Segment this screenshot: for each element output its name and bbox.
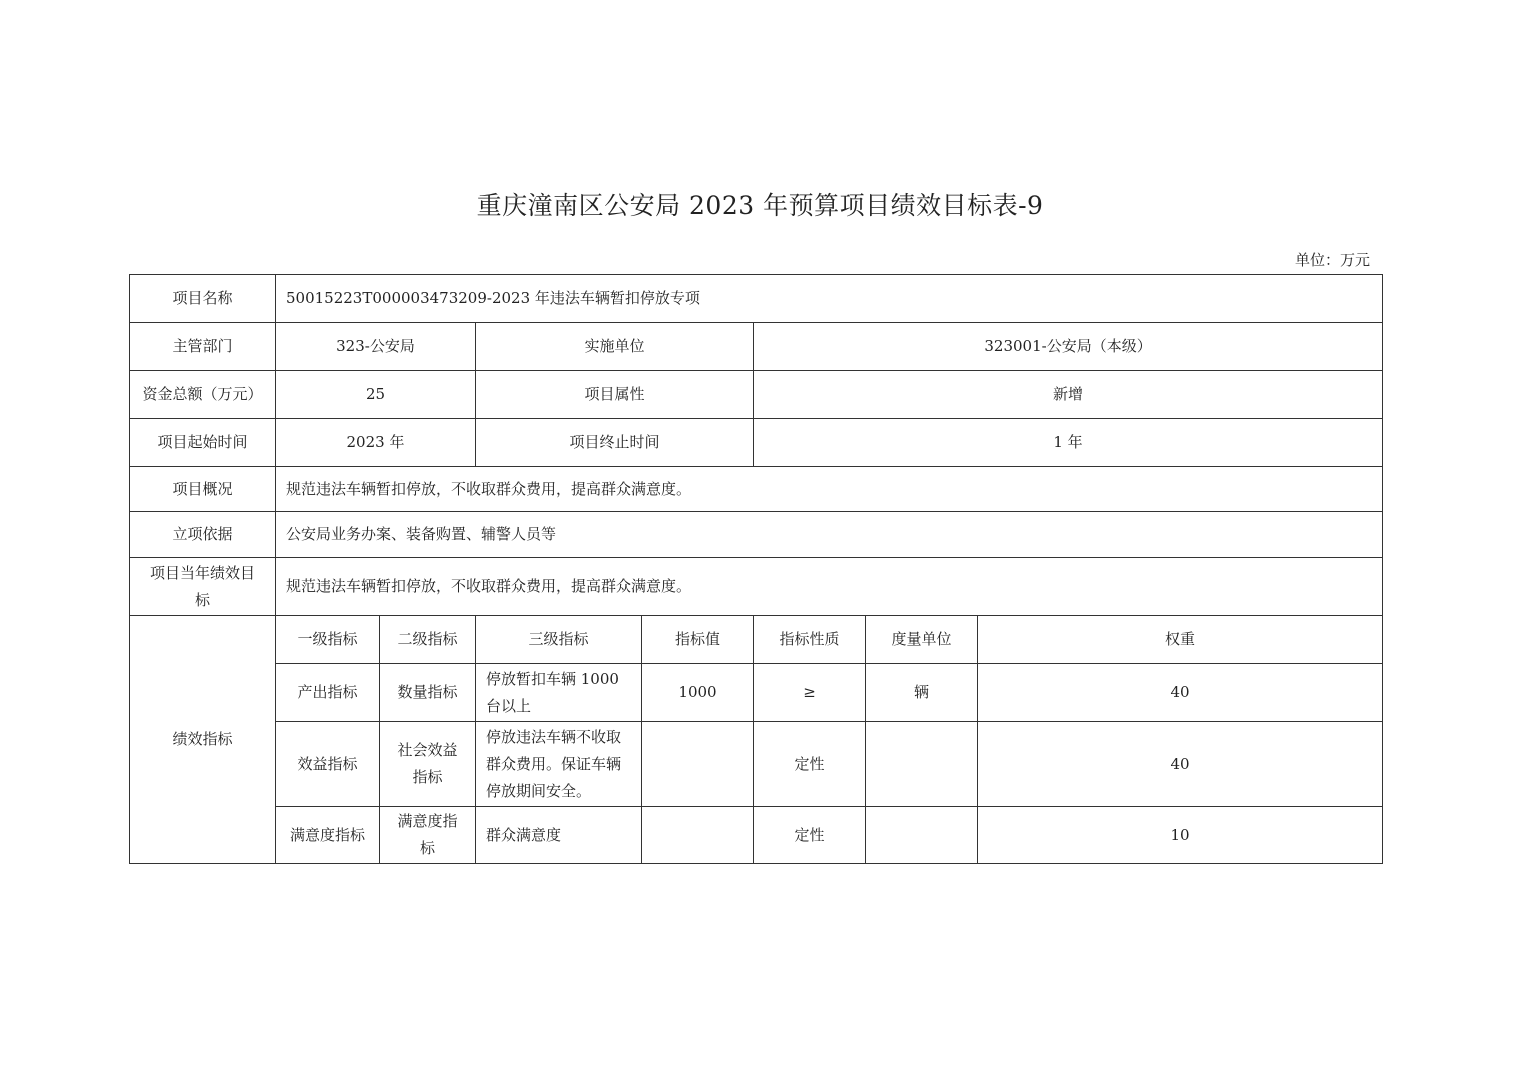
goal-value: 规范违法车辆暂扣停放，不收取群众费用，提高群众满意度。 — [276, 558, 1383, 616]
indicator-row — [130, 664, 1383, 722]
dept-value: 323-公安局 — [276, 323, 476, 371]
impl-unit-label: 实施单位 — [476, 323, 754, 371]
table-row — [130, 371, 1383, 419]
header-weight: 权重 — [978, 616, 1383, 664]
header-unit: 度量单位 — [866, 616, 978, 664]
row2-nature: 定性 — [754, 722, 866, 807]
basis-label: 立项依据 — [130, 512, 276, 558]
indicator-row — [130, 722, 1383, 807]
unit-label: 单位：万元 — [1294, 251, 1370, 269]
row1-level1: 产出指标 — [276, 664, 380, 722]
row1-level3: 停放暂扣车辆 1000 台以上 — [476, 664, 642, 722]
basis-value: 公安局业务办案、装备购置、辅警人员等 — [276, 512, 1383, 558]
row2-weight: 40 — [978, 722, 1383, 807]
performance-target-table — [129, 274, 1383, 864]
fund-value: 25 — [276, 371, 476, 419]
row3-level2: 满意度指标 — [380, 807, 476, 864]
header-level3: 三级指标 — [476, 616, 642, 664]
indicator-row — [130, 807, 1383, 864]
attr-value: 新增 — [754, 371, 1383, 419]
indicator-header-row — [130, 616, 1383, 664]
overview-value: 规范违法车辆暂扣停放，不收取群众费用，提高群众满意度。 — [276, 467, 1383, 512]
project-name-label: 项目名称 — [130, 275, 276, 323]
table-row — [130, 275, 1383, 323]
table-row — [130, 558, 1383, 616]
row1-weight: 40 — [978, 664, 1383, 722]
header-level1: 一级指标 — [276, 616, 380, 664]
impl-unit-value: 323001-公安局（本级） — [754, 323, 1383, 371]
row1-value: 1000 — [642, 664, 754, 722]
row2-level3: 停放违法车辆不收取群众费用。保证车辆停放期间安全。 — [476, 722, 642, 807]
indicator-section-label: 绩效指标 — [130, 616, 276, 864]
header-nature: 指标性质 — [754, 616, 866, 664]
header-level2: 二级指标 — [380, 616, 476, 664]
row3-unit — [866, 807, 978, 864]
row3-level3: 群众满意度 — [476, 807, 642, 864]
project-name-value: 50015223T000003473209-2023 年违法车辆暂扣停放专项 — [276, 275, 1383, 323]
attr-label: 项目属性 — [476, 371, 754, 419]
table-row — [130, 323, 1383, 371]
overview-label: 项目概况 — [130, 467, 276, 512]
table-row — [130, 467, 1383, 512]
row3-nature: 定性 — [754, 807, 866, 864]
table-row — [130, 419, 1383, 467]
table-row — [130, 512, 1383, 558]
end-value: 1 年 — [754, 419, 1383, 467]
header-value: 指标值 — [642, 616, 754, 664]
row1-nature: ≥ — [754, 664, 866, 722]
start-value: 2023 年 — [276, 419, 476, 467]
row2-value — [642, 722, 754, 807]
row2-level2: 社会效益指标 — [380, 722, 476, 807]
row3-weight: 10 — [978, 807, 1383, 864]
goal-label: 项目当年绩效目标 — [130, 558, 276, 616]
dept-label: 主管部门 — [130, 323, 276, 371]
row2-level1: 效益指标 — [276, 722, 380, 807]
row3-value — [642, 807, 754, 864]
row1-level2: 数量指标 — [380, 664, 476, 722]
row1-unit: 辆 — [866, 664, 978, 722]
end-label: 项目终止时间 — [476, 419, 754, 467]
start-label: 项目起始时间 — [130, 419, 276, 467]
row2-unit — [866, 722, 978, 807]
fund-label: 资金总额（万元） — [130, 371, 276, 419]
row3-level1: 满意度指标 — [276, 807, 380, 864]
document-title: 重庆潼南区公安局 2023 年预算项目绩效目标表-9 — [476, 191, 1044, 220]
